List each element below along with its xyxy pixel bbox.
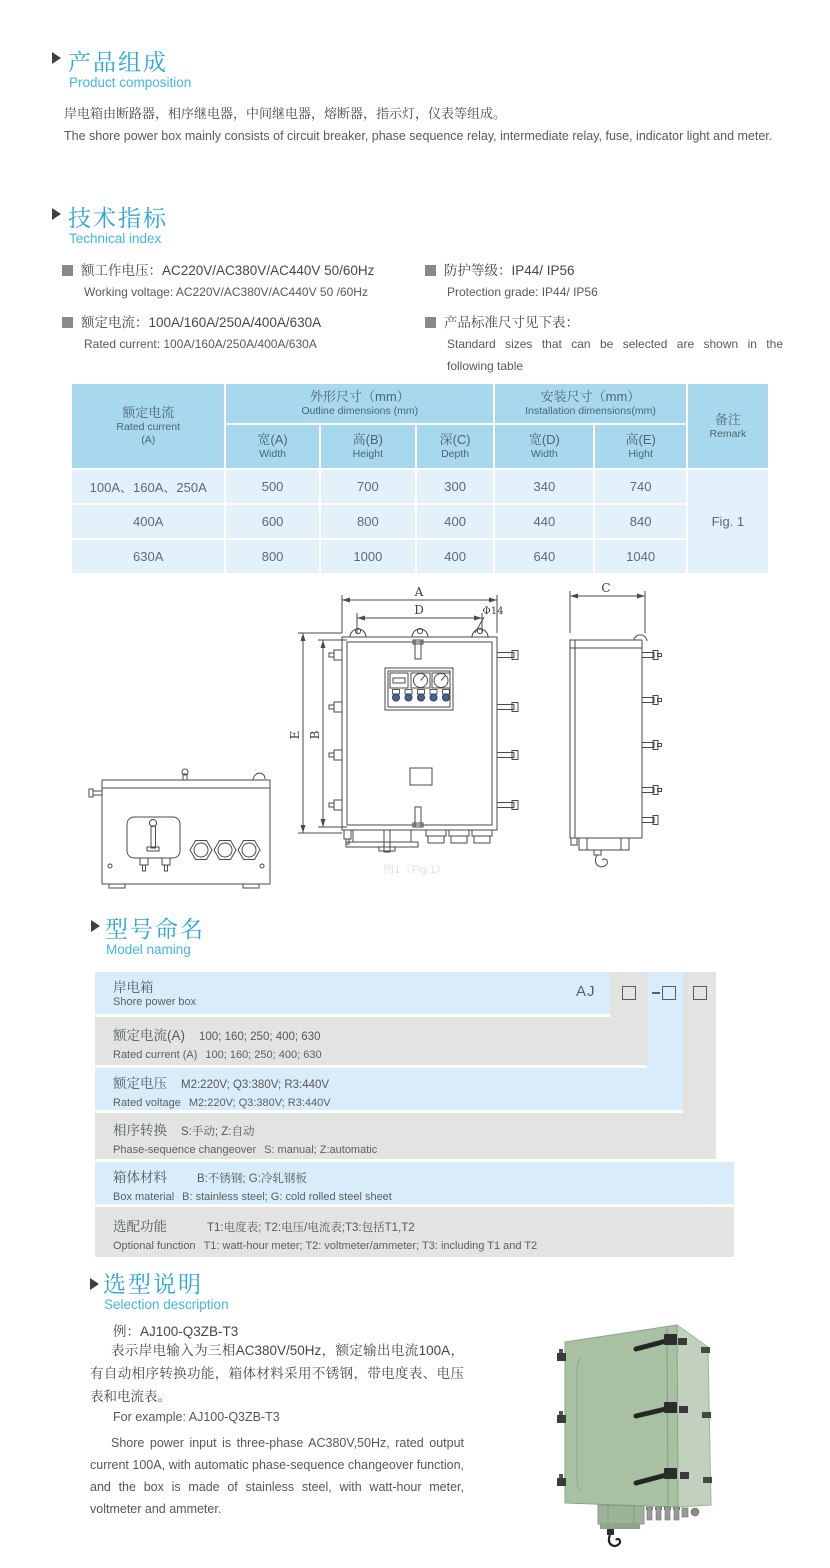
bullet-square-icon bbox=[425, 317, 436, 328]
cell-width-d: 440 bbox=[495, 505, 593, 538]
model-naming-title-en: Model naming bbox=[106, 942, 191, 957]
col-header-height-b: 高(B) Height bbox=[321, 425, 415, 468]
cell-height-b: 800 bbox=[321, 505, 415, 538]
selection-paragraph-en: Shore power input is three-phase AC380V,50Hz, rated output current 100A, with automatic phase-sequence changeover function, and the box is made of stainless steel, with watt-hour meter, voltmeter and ammeter. bbox=[90, 1436, 464, 1516]
cell-hight-e: 840 bbox=[595, 505, 685, 538]
product-composition-title-zh: 产品组成 bbox=[68, 49, 168, 75]
model-code-box-voltage bbox=[662, 986, 676, 1000]
cell-height-b: 1000 bbox=[321, 540, 415, 573]
spec-protection-grade-zh: 防护等级：IP44/ IP56 bbox=[425, 259, 575, 279]
section-arrow-icon bbox=[91, 920, 100, 932]
model-code-box-current bbox=[622, 986, 636, 1000]
spec-working-voltage-zh: 额工作电压：AC220V/AC380V/AC440V 50/60Hz bbox=[62, 259, 374, 279]
selection-title-zh: 选型说明 bbox=[103, 1271, 203, 1297]
cell-depth-c: 400 bbox=[417, 540, 493, 573]
naming-row-rated-current: 额定电流(A) 100; 160; 250; 400; 630 Rated current (A) 100; 160; 250; 400; 630 bbox=[95, 1017, 647, 1065]
cell-width-d: 340 bbox=[495, 470, 593, 503]
col-header-rated-current: 额定电流 Rated current (A) bbox=[72, 384, 224, 468]
col-header-remark: 备注 Remark bbox=[688, 384, 768, 468]
cell-current: 630A bbox=[72, 540, 224, 573]
cell-remark: Fig. 1 bbox=[688, 470, 768, 573]
technical-index-title-en: Technical index bbox=[69, 231, 162, 246]
spec-standard-sizes-en-line1: Standard sizes that can be selected are shown in the bbox=[447, 337, 783, 351]
spec-working-voltage-en: Working voltage: AC220V/AC380V/AC440V 50 /60Hz bbox=[84, 285, 368, 299]
naming-row-optional-function: 选配功能 T1:电度表; T2:电压/电流表;T3:包括T1,T2 Optional function T1: watt-hour meter; T2: voltmeter/ammeter; T3: including T1 and T2 bbox=[95, 1207, 734, 1257]
table-row bbox=[72, 540, 768, 573]
col-header-width-d: 宽(D) Width bbox=[495, 425, 593, 468]
naming-row-shore-power-box: 岸电箱 Shore power box bbox=[95, 972, 610, 1014]
bullet-square-icon bbox=[62, 317, 73, 328]
table-row bbox=[72, 505, 768, 538]
model-naming-diagram bbox=[95, 972, 740, 1262]
cell-depth-c: 400 bbox=[417, 505, 493, 538]
model-code-box-option bbox=[693, 986, 707, 1000]
spec-standard-sizes-en-line2: following table bbox=[447, 359, 524, 373]
cell-current: 100A、160A、250A bbox=[72, 470, 224, 503]
figure-caption: 图1（Fig.1） bbox=[383, 864, 447, 876]
dim-label-hole: Φ14 bbox=[482, 606, 504, 617]
naming-row-phase-sequence: 相序转换 S:手动; Z:自动 Phase-sequence changeover S: manual; Z:automatic bbox=[95, 1113, 716, 1159]
model-code-dash bbox=[652, 992, 660, 994]
cable-gland-icons bbox=[646, 1507, 699, 1520]
selection-title-en: Selection description bbox=[104, 1297, 229, 1312]
bullet-square-icon bbox=[425, 265, 436, 276]
selection-example-en: For example: AJ100-Q3ZB-T3 bbox=[113, 1410, 280, 1424]
technical-index-title-zh: 技术指标 bbox=[68, 205, 168, 231]
product-composition-title-en: Product composition bbox=[69, 75, 192, 90]
cell-width-a: 600 bbox=[226, 505, 318, 538]
dim-label-e: E bbox=[288, 730, 302, 740]
model-code-prefix: AJ bbox=[576, 983, 596, 1000]
dim-label-c: C bbox=[601, 583, 611, 595]
section-arrow-icon bbox=[90, 1278, 99, 1290]
naming-row-box-material: 箱体材料 B:不锈钢; G:冷轧钢板 Box material B: stainless steel; G: cold rolled steel sheet bbox=[95, 1162, 734, 1204]
cell-height-b: 700 bbox=[321, 470, 415, 503]
cell-hight-e: 1040 bbox=[595, 540, 685, 573]
table-row bbox=[72, 470, 768, 503]
col-header-width-a: 宽(A) Width bbox=[226, 425, 318, 468]
selection-paragraph-zh: 表示岸电输入为三相AC380V/50Hz，额定输出电流100A，有自动相序转换功能，箱体材料采用不锈钢，带电度表、电压表和电流表。 bbox=[90, 1343, 464, 1404]
cell-width-a: 800 bbox=[226, 540, 318, 573]
spec-standard-sizes-zh: 产品标准尺寸见下表： bbox=[425, 311, 579, 331]
cell-hight-e: 740 bbox=[595, 470, 685, 503]
product-photo bbox=[550, 1290, 810, 1562]
spec-rated-current-en: Rated current: 100A/160A/250A/400A/630A bbox=[84, 337, 317, 351]
group-header-installation-dimensions: 安装尺寸（mm） Installation dimensions(mm) bbox=[495, 384, 686, 423]
dim-label-d: D bbox=[414, 603, 424, 617]
spec-rated-current-zh: 额定电流：100A/160A/250A/400A/630A bbox=[62, 311, 321, 331]
size-table bbox=[70, 382, 770, 575]
col-header-hight-e: 高(E) Hight bbox=[595, 425, 685, 468]
dim-label-a: A bbox=[414, 585, 424, 599]
hook-icon bbox=[607, 1529, 620, 1546]
technical-drawing bbox=[85, 583, 705, 895]
naming-row-rated-voltage: 额定电压 M2:220V; Q3:380V; R3:440V Rated voltage M2:220V; Q3:380V; R3:440V bbox=[95, 1068, 683, 1110]
spec-protection-grade-en: Protection grade: IP44/ IP56 bbox=[447, 285, 598, 299]
product-composition-body-en: The shore power box mainly consists of circuit breaker, phase sequence relay, intermediate relay, fuse, indicator light and meter. bbox=[64, 129, 773, 143]
col-header-depth-c: 深(C) Depth bbox=[417, 425, 493, 468]
cell-current: 400A bbox=[72, 505, 224, 538]
cell-depth-c: 300 bbox=[417, 470, 493, 503]
cell-width-a: 500 bbox=[226, 470, 318, 503]
bullet-square-icon bbox=[62, 265, 73, 276]
model-naming-title-zh: 型号命名 bbox=[105, 916, 205, 942]
selection-example-zh: 例：AJ100-Q3ZB-T3 bbox=[113, 1324, 239, 1339]
dim-label-b: B bbox=[308, 730, 322, 740]
group-header-outline-dimensions: 外形尺寸（mm） Outline dimensions (mm) bbox=[226, 384, 493, 423]
section-arrow-icon bbox=[52, 52, 61, 64]
cell-width-d: 640 bbox=[495, 540, 593, 573]
product-composition-body-zh: 岸电箱由断路器，相序继电器，中间继电器，熔断器，指示灯，仪表等组成。 bbox=[64, 106, 507, 121]
section-arrow-icon bbox=[52, 208, 61, 220]
